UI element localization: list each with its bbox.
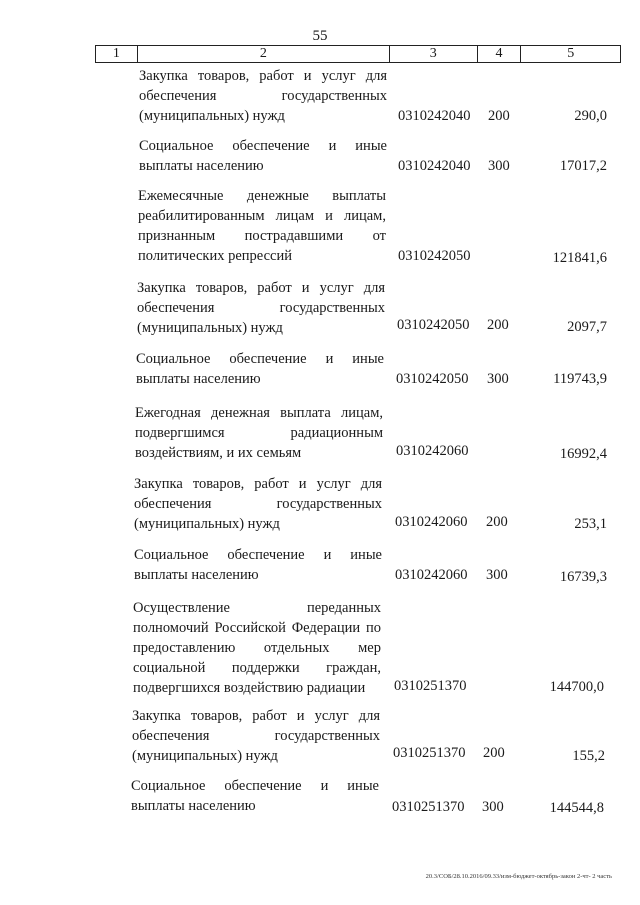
row-amount: 16739,3 [559,569,607,585]
table-row [0,403,640,463]
row-amount: 144700,0 [549,679,604,695]
table-row [0,349,640,389]
row-description: Социальное обеспечение и иные выплаты населению [134,547,382,583]
row-type: 300 [487,371,509,387]
row-code: 0310242060 [395,567,468,583]
table-row [0,474,640,534]
row-code: 0310242060 [396,443,469,459]
row-code: 0310242040 [398,108,471,124]
row-type: 200 [483,745,505,761]
row-code: 0310251370 [393,745,466,761]
header-col-1: 1 [96,46,138,62]
row-amount: 17017,2 [559,158,607,174]
row-description: Ежегодная денежная выплата лицам, подвергшимся радиационным воздействиям, и их семьям [135,405,383,461]
row-code: 0310242040 [398,158,471,174]
table-row [0,545,640,585]
row-amount: 2097,7 [567,319,607,335]
row-amount: 16992,4 [559,446,607,462]
row-description: Ежемесячные денежные выплаты реабилитированным лицам и лицам, признанным пострадавшими от политических репрессий [138,188,386,264]
header-col-4: 4 [478,46,522,62]
row-type: 200 [488,108,510,124]
table-row [0,278,640,338]
table-row [0,186,640,266]
row-code: 0310251370 [392,799,465,815]
row-amount: 290,0 [574,108,607,124]
row-amount: 155,2 [572,748,605,764]
row-code: 0310242050 [398,248,471,264]
header-col-2: 2 [138,46,390,62]
row-description: Социальное обеспечение и иные выплаты населению [136,351,384,387]
footer-file-path: 20.3/СОБ/28.10.2016/09.33/изм-бюджет-октябрь-закон 2-чт- 2 часть [425,873,612,880]
row-type: 200 [487,317,509,333]
row-code: 0310242050 [397,317,470,333]
table-row [0,706,640,766]
table-header [95,45,621,63]
row-description: Закупка товаров, работ и услуг для обеспечения государственных (муниципальных) нужд [134,476,382,532]
table-row [0,598,640,698]
row-amount: 253,1 [574,516,607,532]
row-code: 0310242060 [395,514,468,530]
page-number: 55 [312,28,328,44]
row-type: 200 [486,514,508,530]
row-amount: 144544,8 [549,800,604,816]
row-description: Социальное обеспечение и иные выплаты населению [139,138,387,174]
row-description: Социальное обеспечение и иные выплаты населению [131,778,379,814]
table-row [0,776,640,821]
row-amount: 121841,6 [552,250,607,266]
row-description: Закупка товаров, работ и услуг для обеспечения государственных (муниципальных) нужд [137,280,385,336]
row-code: 0310242050 [396,371,469,387]
row-type: 300 [488,158,510,174]
row-type: 300 [486,567,508,583]
header-col-3: 3 [390,46,478,62]
row-type: 300 [482,799,504,815]
row-amount: 119743,9 [553,371,607,387]
row-description: Закупка товаров, работ и услуг для обеспечения государственных (муниципальных) нужд [132,708,380,764]
table-row [0,66,640,126]
row-description: Закупка товаров, работ и услуг для обеспечения государственных (муниципальных) нужд [139,68,387,124]
row-code: 0310251370 [394,678,467,694]
header-col-5: 5 [567,46,575,61]
table-row [0,136,640,176]
row-description: Осуществление переданных полномочий Российской Федерации по предоставлению отдельных мер социальной поддержки граждан, подвергшихся воздействию радиации [133,600,381,696]
